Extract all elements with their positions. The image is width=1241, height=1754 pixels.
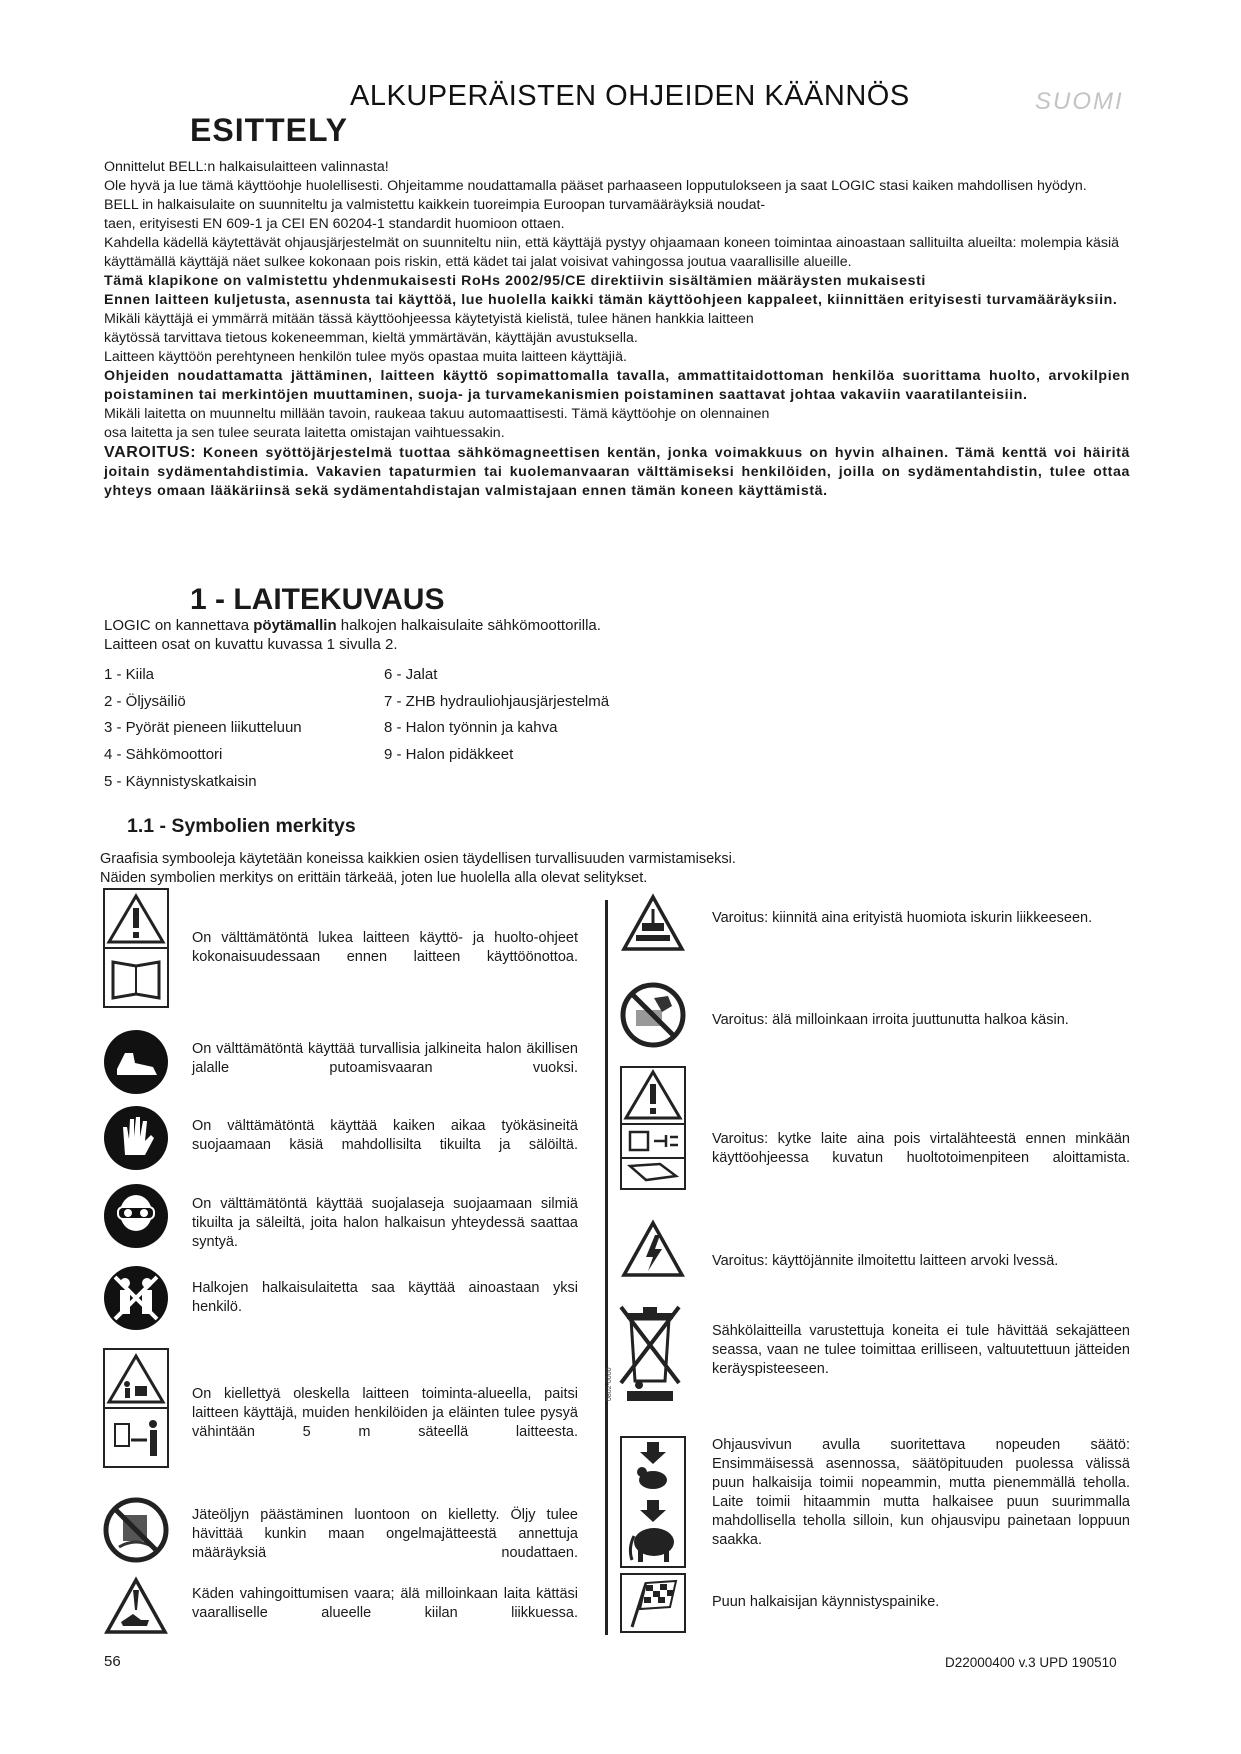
symbol-description: On välttämätöntä lukea laitteen käyttö- ja huolto-ohjeet kokonaisuudessaan ennen laitteen käyttöönottoa. (192, 930, 578, 965)
work-gloves-icon (103, 1105, 169, 1171)
description-line (104, 616, 601, 635)
pacemaker-warning (104, 443, 1130, 501)
intro-paragraph: taen, erityisesti EN 609-1 ja CEI EN 60204-1 standardit huomioon ottaen. (104, 216, 565, 232)
symbol-description: On välttämätöntä käyttää turvallisia jalkineita halon äkillisen jalalle putoamisvaaran vuoksi. (192, 1041, 578, 1076)
intro-paragraph: Laitteen käyttöön perehtyneen henkilön tulee myös opastaa muita laitteen käyttäjiä. (104, 349, 627, 365)
part-item: 1 - Kiila (104, 666, 155, 683)
intro-section (104, 158, 1130, 501)
speed-control-icon (620, 1436, 686, 1568)
danger-zone-icon (103, 1348, 169, 1468)
symbol-description: Varoitus: kytke laite aina pois virtalähteestä ennen minkään käyttöohjeessa kuvatun huoltotoimenpiteen aloittamista. (712, 1131, 1130, 1166)
intro-paragraph: Mikäli käyttäjä ei ymmärrä mitään tässä käyttöohjeessa käytetyistä kielistä, tulee hänen hankkia laitteen (104, 311, 754, 327)
warning-label: VAROITUS: (104, 444, 197, 461)
intro-paragraph: osa laitetta ja sen tulee seurata laitetta omistajan vaihtuessakin. (104, 425, 505, 441)
warning-text: Koneen syöttöjärjestelmä tuottaa sähkömagneettisen kentän, jonka voimakkuus on hyvin alhainen. Tämä kenttä voi häiritä joitain sydämentahdistimia. Vakavien tapaturmien tai kuolemanvaaran välttämiseksi henkilöiden, joilla on sydämentahdistin, tulee ottaa yhteys omaan lääkäriinsä sekä sydämentahdistajan valmistajaan ennen tämän koneen käyttämistä. (104, 445, 1130, 499)
symbol-description: On kiellettyä oleskella laitteen toiminta-alueella, paitsi laitteen käyttäjä, muiden henkilöiden ja eläinten tulee pysyä vähintään 5 m säteellä laitteesta. (192, 1386, 578, 1440)
description-line: Laitteen osat on kuvattu kuvassa 1 sivulla 2. (104, 636, 398, 653)
symbols-intro-line: Graafisia symbooleja käytetään koneissa kaikkien osien täydellisen turvallisuuden varmistamiseksi. (100, 851, 736, 867)
symbol-description: Varoitus: älä milloinkaan irroita juuttunutta halkoa käsin. (712, 1012, 1069, 1028)
safety-shoes-icon (103, 1029, 169, 1095)
section-1-heading: 1 - LAITEKUVAUS (190, 583, 445, 616)
document-code: D22000400 v.3 UPD 190510 (945, 1655, 1117, 1670)
weee-disposal-icon (605, 1297, 691, 1407)
ram-movement-warning-icon (620, 893, 686, 953)
intro-paragraph: käytössä tarvittava tietous kokeneemman, kieltä ymmärtävän, käyttäjän avustuksella. (104, 330, 638, 346)
symbols-intro-line: Näiden symbolien merkitys on erittäin tärkeää, joten lue huolella alla olevat selitykset. (100, 870, 648, 886)
noncompliance-warning: Ohjeiden noudattamatta jättäminen, laitteen käyttö sopimattomalla tavalla, ammattitaidottoman henkilöa suorittama huolto, arvokilpien poistaminen tai merkintöjen muuttaminen, suoja- ja turvamekanismien poistaminen saattavat johtaa vakaviin vaaratilanteisiin. (104, 368, 1130, 403)
read-instructions-statement: Ennen laitteen kuljetusta, asennusta tai käyttöä, lue huolella kaikki tämän käyttöohjeen kappaleet, kiinnittäen erityisesti turvamääräyksiin. (104, 292, 1118, 308)
symbol-description: Jäteöljyn päästäminen luontoon on kielletty. Öljy tulee hävittää kunkin maan ongelmajätteestä annettuja määräyksiä noudattaen. (192, 1507, 578, 1561)
single-operator-icon (103, 1265, 169, 1331)
part-item: 9 - Halon pidäkkeet (384, 746, 514, 763)
part-item: 4 - Sähkömoottori (104, 746, 223, 763)
section-1-description (104, 616, 601, 654)
bold-text: pöytämallin (253, 617, 337, 634)
symbol-description: Varoitus: käyttöjännite ilmoitettu laitteen arvoki lvessä. (712, 1253, 1059, 1269)
symbol-description: Sähkölaitteilla varustettuja koneita ei tule hävittää sekajätteen seassa, vaan ne tulee toimittaa erilliseen, valtuutettuun jätteiden keräyspisteeseen. (712, 1323, 1130, 1377)
symbol-description: Puun halkaisijan käynnistyspainike. (712, 1594, 940, 1610)
part-item: 5 - Käynnistyskatkaisin (104, 773, 257, 790)
intro-paragraph: Ole hyvä ja lue tämä käyttöohje huolellisesti. Ohjeitamme noudattamalla pääset parhaaseen lopputulokseen ja saat LOGIC stasi kaiken mahdollisen hyödyn. (104, 178, 1087, 194)
text-span: LOGIC on kannettava (104, 617, 254, 634)
no-hand-removal-icon (620, 982, 686, 1048)
rohs-statement: Tämä klapikone on valmistettu yhdenmukaisesti RoHs 2002/95/CE direktiivin sisältämien määräysten mukaisesti (104, 273, 926, 289)
column-divider (605, 900, 608, 1635)
symbol-description: Käden vahingoittumisen vaara; älä milloinkaan laita kättäsi vaaralliselle alueelle kiilan liikkuessa. (192, 1586, 578, 1621)
read-manual-icon (103, 888, 169, 1008)
symbol-description: On välttämätöntä käyttää kaiken aikaa työkäsineitä suojaamaan käsiä mahdollisilta tikuilta ja sälöiltä. (192, 1118, 578, 1153)
intro-paragraph: Kahdella kädellä käytettävät ohjausjärjestelmät on suunniteltu niin, että käyttäjä pystyy ohjaamaan koneen toimintaa ainoastaan sallituilta alueilta: molempia käsiä käyttämällä käyttäjä näet sulkee kokonaan pois riskin, että kädet tai jalat voisivat vahingossa joutua vaarallisille alueille. (104, 235, 1120, 270)
page-number: 56 (104, 1653, 121, 1670)
symbol-description: On välttämätöntä käyttää suojalaseja suojaamaan silmiä tikuilta ja säleiltä, joita halon halkaisun yhteydessä saattaa syntyä. (192, 1196, 578, 1250)
intro-heading: ESITTELY (190, 112, 348, 148)
document-header-title: ALKUPERÄISTEN OHJEIDEN KÄÄNNÖS (350, 80, 910, 112)
symbol-description: Halkojen halkaisulaitetta saa käyttää ainoastaan yksi henkilö. (192, 1280, 578, 1315)
safety-goggles-icon (103, 1183, 169, 1249)
part-item: 3 - Pyörät pieneen liikutteluun (104, 719, 302, 736)
part-item: 6 - Jalat (384, 666, 438, 683)
no-oil-dumping-icon (103, 1497, 169, 1563)
symbol-description: Varoitus: kiinnitä aina erityistä huomiota iskurin liikkeeseen. (712, 910, 1093, 926)
language-label: SUOMI (1035, 88, 1124, 115)
intro-paragraph: Onnittelut BELL:n halkaisulaitteen valinnasta! (104, 159, 389, 175)
start-button-flag-icon (620, 1573, 686, 1633)
part-item: 2 - Öljysäiliö (104, 693, 186, 710)
hand-crush-hazard-icon (103, 1576, 169, 1636)
text-span: halkojen halkaisulaite sähkömoottorilla. (336, 617, 601, 634)
part-item: 8 - Halon työnnin ja kahva (384, 719, 558, 736)
part-item: 7 - ZHB hydrauliohjausjärjestelmä (384, 693, 610, 710)
disconnect-power-icon (620, 1066, 686, 1190)
symbols-intro (100, 850, 736, 888)
intro-paragraph: BELL in halkaisulaite on suunniteltu ja valmistettu kaikkein tuoreimpia Euroopan turvamääräyksiä noudat- (104, 197, 766, 213)
symbols-subheading: 1.1 - Symbolien merkitys (127, 815, 356, 837)
weee-code: 0802-0000 (606, 1367, 613, 1401)
electric-voltage-icon (620, 1219, 686, 1279)
intro-paragraph: Mikäli laitetta on muunneltu millään tavoin, raukeaa takuu automaattisesti. Tämä käyttöohje on olennainen (104, 406, 770, 422)
symbol-description: Ohjausvivun avulla suoritettava nopeuden säätö: Ensimmäisessä asennossa, säätöpituuden puolessa välissä puun halkaisija toimii nopeammin, mutta pienemmällä teholla. Laite toimii hitaammin mutta halkaisee puun suurimmalla mahdollisella teholla silloin, kun ohjausvipu painetaan loppuun saakka. (712, 1437, 1130, 1548)
